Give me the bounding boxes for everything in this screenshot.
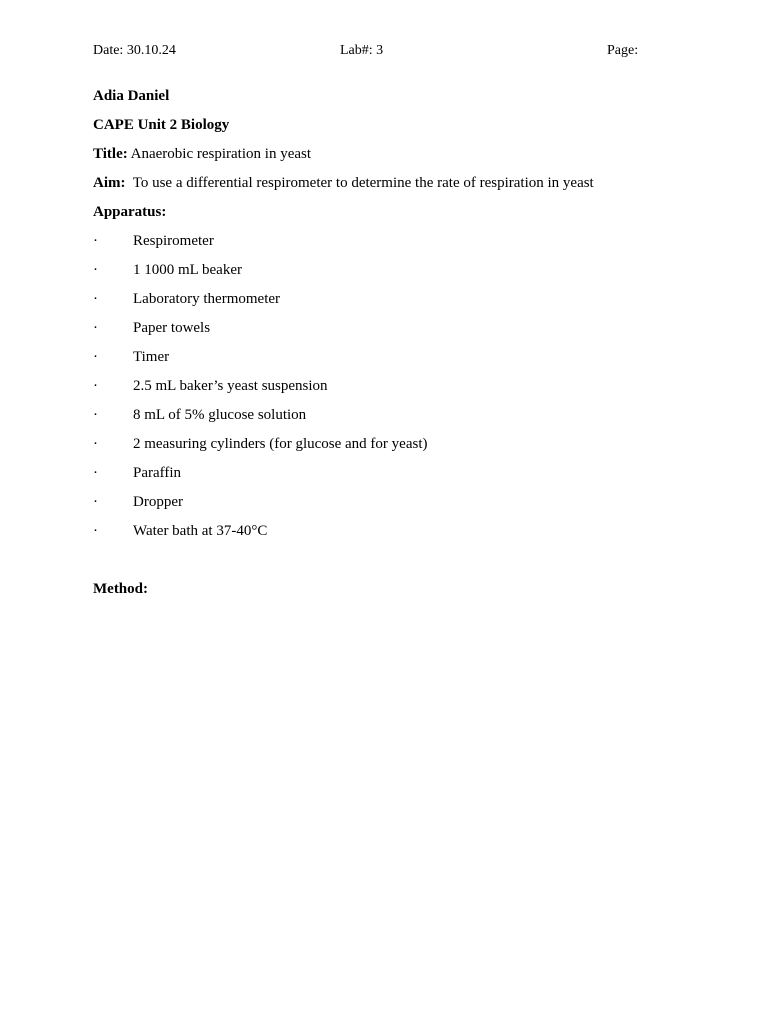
page-header — [0, 42, 768, 60]
list-item-text: Paper towels — [133, 320, 211, 336]
list-item — [93, 259, 713, 288]
bullet-icon: · — [93, 262, 98, 278]
bullet-icon: · — [93, 494, 98, 510]
apparatus-heading: Apparatus: — [93, 204, 167, 220]
list-item-text: Laboratory thermometer — [133, 291, 281, 307]
list-item — [93, 230, 713, 259]
header-page-number: Page: — [607, 43, 639, 58]
method-heading: Method: — [93, 581, 148, 597]
list-item-text: Water bath at 37-40°C — [133, 523, 268, 539]
list-item — [93, 375, 713, 404]
list-item-text: Dropper — [133, 494, 183, 510]
course-name: CAPE Unit 2 Biology — [93, 117, 230, 133]
list-item — [93, 346, 713, 375]
list-item-text: Respirometer — [133, 233, 214, 249]
aim-value: To use a differential respirometer to determine the rate of respiration in yeast — [132, 175, 594, 191]
author-name: Adia Daniel — [93, 88, 170, 104]
bullet-icon: · — [93, 436, 98, 452]
list-item-text: Paraffin — [133, 465, 182, 481]
bullet-icon: · — [93, 349, 98, 365]
title-value: Anaerobic respiration in yeast — [130, 146, 312, 162]
list-item — [93, 317, 713, 346]
list-item-text: 1 1000 mL beaker — [133, 262, 242, 278]
document-body — [93, 85, 713, 607]
header-lab-number: Lab#: 3 — [340, 43, 384, 58]
bullet-icon: · — [93, 320, 98, 336]
list-item — [93, 288, 713, 317]
list-item — [93, 491, 713, 520]
list-item — [93, 404, 713, 433]
list-item-text: 2 measuring cylinders (for glucose and for yeast) — [133, 436, 428, 452]
bullet-icon: · — [93, 465, 98, 481]
list-item — [93, 462, 713, 491]
apparatus-list — [93, 230, 713, 549]
bullet-icon: · — [93, 291, 98, 307]
title-label: Title: — [93, 146, 128, 162]
list-item-text: Timer — [133, 349, 170, 365]
blank-line — [93, 549, 713, 578]
aim-label: Aim: — [93, 175, 126, 191]
bullet-icon: · — [93, 233, 98, 249]
bullet-icon: · — [93, 407, 98, 423]
list-item — [93, 520, 713, 549]
list-item-text: 8 mL of 5% glucose solution — [133, 407, 307, 423]
list-item-text: 2.5 mL baker’s yeast suspension — [133, 378, 328, 394]
aim-line — [93, 172, 713, 201]
list-item — [93, 433, 713, 462]
header-date: Date: 30.10.24 — [93, 43, 176, 58]
bullet-icon: · — [93, 523, 98, 539]
bullet-icon: · — [93, 378, 98, 394]
title-line — [93, 143, 713, 172]
